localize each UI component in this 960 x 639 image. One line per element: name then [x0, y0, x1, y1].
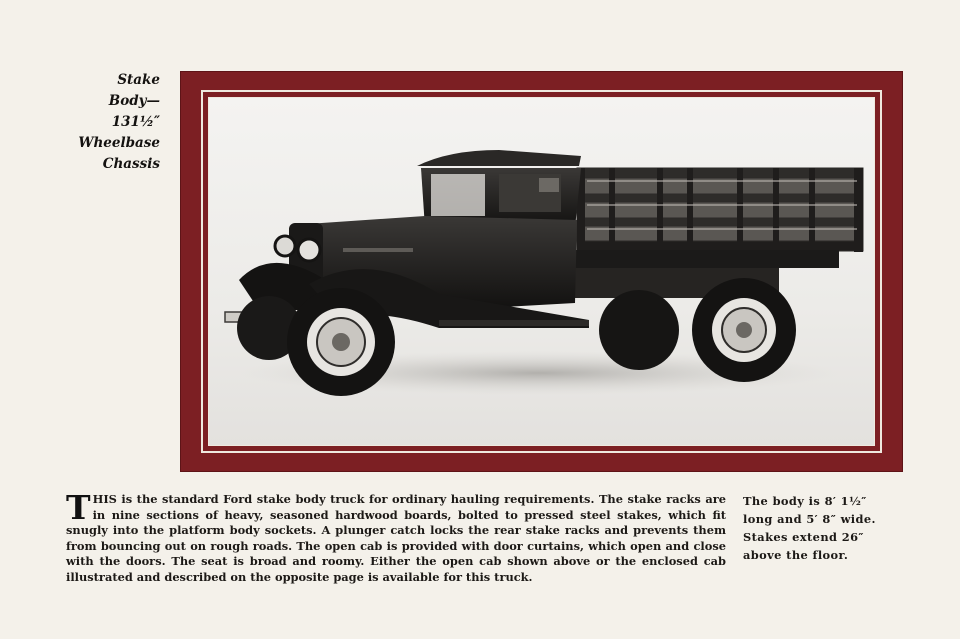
- caption-line: Stake: [117, 72, 160, 88]
- photo-area: [208, 97, 875, 446]
- photo-frame: [180, 71, 903, 472]
- caption-line: 131½″: [111, 114, 160, 130]
- wheel-rear-far: [599, 290, 679, 370]
- wheel-front: [287, 288, 395, 396]
- caption-line: Body—: [108, 93, 160, 109]
- description-text: HIS is the standard Ford stake body truck for ordinary hauling requirements. The stake racks are in nine sections of heavy, seasoned hardwood boards, bolted to pressed steel stakes, which fit snugly into the platform body sockets. A plunger catch locks the rear stake racks and prevents them from bouncing out on rough roads. The open cab is provided with door curtains, which open and close with the doors. The seat is broad and roomy. Either the open cab shown above or the enclosed cab illustrated and described on the opposite page is available for this truck.: [66, 492, 726, 584]
- stake-rack: [577, 168, 863, 252]
- dimensions-note: The body is 8′ 1½″ long and 5′ 8″ wide. Stakes extend 26″ above the floor.: [743, 494, 876, 562]
- description-paragraph: [66, 488, 726, 585]
- wheel-rear: [692, 278, 796, 382]
- truck-photo: [209, 98, 874, 445]
- caption-line: Chassis: [102, 156, 160, 172]
- drop-cap: T: [66, 488, 91, 527]
- caption-line: Wheelbase: [78, 135, 160, 151]
- side-caption: [40, 70, 160, 175]
